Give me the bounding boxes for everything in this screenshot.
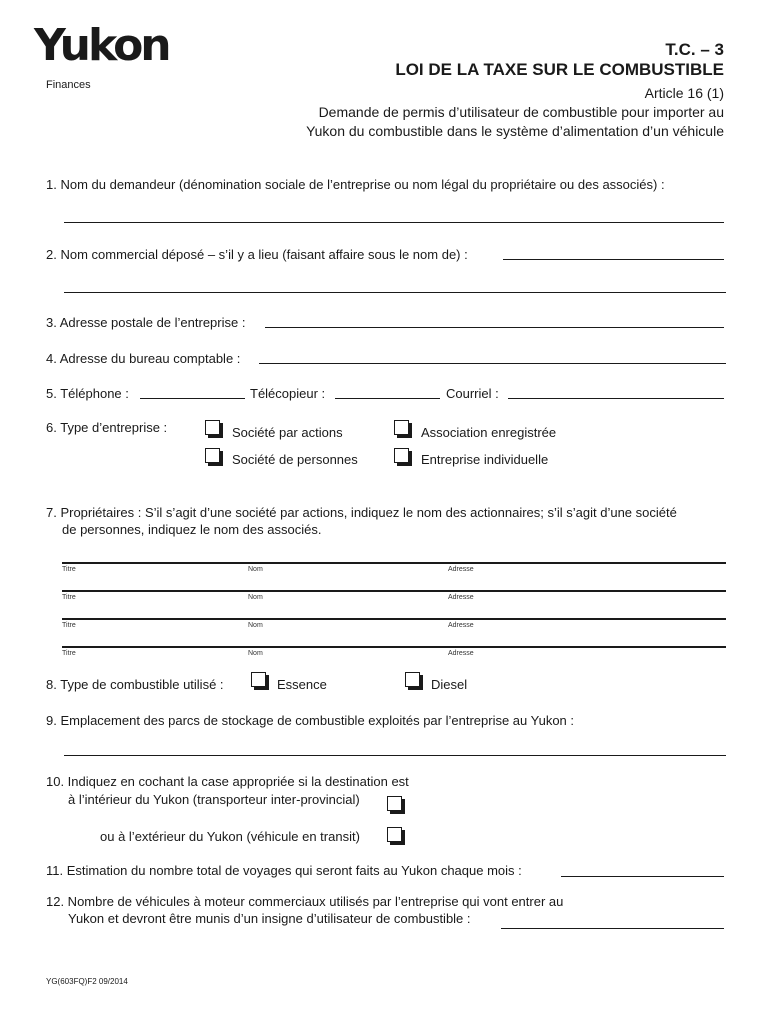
- q3-label: 3. Adresse postale de l’entreprise :: [46, 315, 246, 330]
- q7-row4-title-caption: Titre: [62, 650, 76, 657]
- form-title: LOI DE LA TAXE SUR LE COMBUSTIBLE: [395, 60, 724, 79]
- q7-label-line1: 7. Propriétaires : S’il s’agit d’une société par actions, indiquez le nom des actionnaires; s’il s’agit d’une société: [46, 505, 677, 520]
- q6-option-corporation: Société par actions: [232, 425, 343, 440]
- q6-checkbox-partnership[interactable]: [205, 448, 220, 463]
- q6-option-registered-association: Association enregistrée: [421, 425, 557, 440]
- q5-fax-field[interactable]: [335, 398, 440, 399]
- form-footer-code: YG(603FQ)F2 09/2014: [46, 977, 128, 986]
- q10-checkbox-inside-yukon[interactable]: [387, 796, 402, 811]
- q5-phone-field[interactable]: [140, 398, 245, 399]
- q10-inside-yukon-label: à l’intérieur du Yukon (transporteur inter-provincial): [68, 792, 360, 807]
- q6-checkbox-corporation[interactable]: [205, 420, 220, 435]
- q2-label: 2. Nom commercial déposé – s’il y a lieu (faisant affaire sous le nom de) :: [46, 247, 468, 262]
- q9-storage-location-field[interactable]: [64, 755, 726, 756]
- q8-option-diesel: Diesel: [431, 677, 468, 692]
- q7-row2-name-caption: Nom: [248, 594, 263, 601]
- form-article: Article 16 (1): [644, 85, 724, 101]
- q2-trade-name-field-line2[interactable]: [64, 292, 726, 293]
- q10-checkbox-outside-yukon[interactable]: [387, 827, 402, 842]
- q7-row1-title-caption: Titre: [62, 566, 76, 573]
- q6-option-partnership: Société de personnes: [232, 452, 358, 467]
- q1-applicant-name-field[interactable]: [64, 222, 724, 223]
- q5-email-label: Courriel :: [446, 386, 499, 401]
- yukon-logo: Yukon: [34, 20, 169, 71]
- q12-vehicle-count-field[interactable]: [501, 928, 724, 929]
- q7-owner-row4-field[interactable]: [62, 646, 726, 648]
- q7-owner-row3-field[interactable]: [62, 618, 726, 620]
- q10-outside-yukon-label: ou à l’extérieur du Yukon (véhicule en transit): [100, 829, 360, 844]
- q7-row4-address-caption: Adresse: [448, 650, 474, 657]
- q4-label: 4. Adresse du bureau comptable :: [46, 351, 241, 366]
- q6-label: 6. Type d’entreprise :: [46, 420, 168, 435]
- form-description-line1: Demande de permis d’utilisateur de combustible pour importer au: [318, 104, 724, 120]
- q7-owner-row1-field[interactable]: [62, 562, 726, 564]
- q5-phone-label: 5. Téléphone :: [46, 386, 129, 401]
- q8-option-gasoline: Essence: [277, 677, 327, 692]
- q12-label-line2: Yukon et devront être munis d’un insigne d’utilisateur de combustible :: [68, 911, 471, 926]
- q3-mailing-address-field[interactable]: [265, 327, 724, 328]
- form-description-line2: Yukon du combustible dans le système d’alimentation d’un véhicule: [306, 123, 724, 139]
- q11-trips-estimate-field[interactable]: [561, 876, 724, 877]
- q5-fax-label: Télécopieur :: [250, 386, 326, 401]
- q5-email-field[interactable]: [508, 398, 724, 399]
- q11-label: 11. Estimation du nombre total de voyages qui seront faits au Yukon chaque mois :: [46, 863, 522, 878]
- form-code: T.C. – 3: [665, 40, 724, 59]
- q7-row1-name-caption: Nom: [248, 566, 263, 573]
- q7-row2-title-caption: Titre: [62, 594, 76, 601]
- q7-owner-row2-field[interactable]: [62, 590, 726, 592]
- q8-checkbox-gasoline[interactable]: [251, 672, 266, 687]
- q7-row3-address-caption: Adresse: [448, 622, 474, 629]
- q6-checkbox-registered-association[interactable]: [394, 420, 409, 435]
- q10-label-line1: 10. Indiquez en cochant la case appropriée si la destination est: [46, 774, 409, 789]
- q8-label: 8. Type de combustible utilisé :: [46, 677, 224, 692]
- logo-subtitle: Finances: [46, 79, 91, 91]
- q1-label: 1. Nom du demandeur (dénomination sociale de l’entreprise ou nom légal du propriétaire ou des associés) :: [46, 177, 665, 192]
- q7-row3-name-caption: Nom: [248, 622, 263, 629]
- q7-row2-address-caption: Adresse: [448, 594, 474, 601]
- q12-label-line1: 12. Nombre de véhicules à moteur commerciaux utilisés par l’entreprise qui vont entrer au: [46, 894, 564, 909]
- q7-row4-name-caption: Nom: [248, 650, 263, 657]
- q7-label-line2: de personnes, indiquez le nom des associés.: [62, 522, 322, 537]
- q9-label: 9. Emplacement des parcs de stockage de combustible exploités par l’entreprise au Yukon :: [46, 713, 575, 728]
- q6-checkbox-sole-proprietorship[interactable]: [394, 448, 409, 463]
- q8-checkbox-diesel[interactable]: [405, 672, 420, 687]
- q7-row1-address-caption: Adresse: [448, 566, 474, 573]
- q7-row3-title-caption: Titre: [62, 622, 76, 629]
- q4-accounting-address-field[interactable]: [259, 363, 726, 364]
- q2-trade-name-field[interactable]: [503, 259, 724, 260]
- q6-option-sole-proprietorship: Entreprise individuelle: [421, 452, 549, 467]
